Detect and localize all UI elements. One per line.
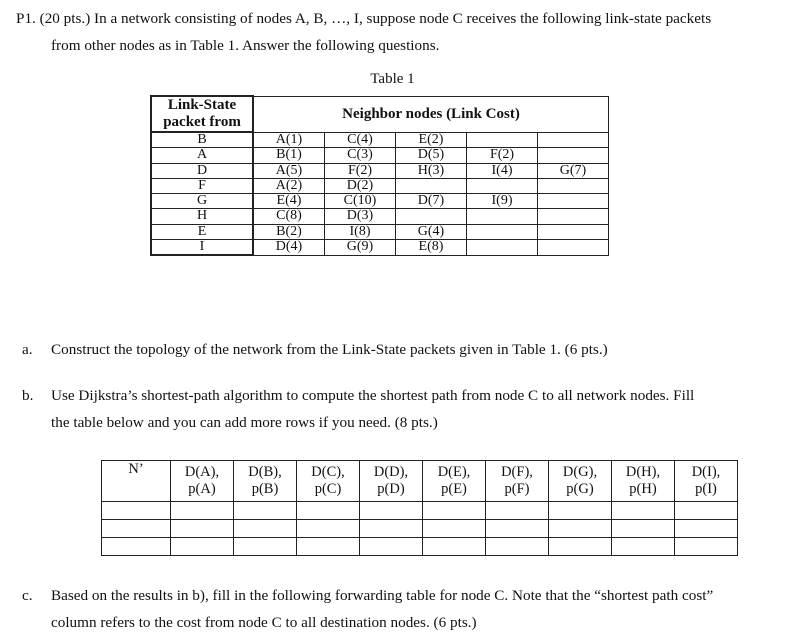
neighbor-cost-cell [538, 148, 609, 163]
packet-source-cell: G [151, 194, 253, 209]
header-bottom-label: p(C) [314, 481, 342, 497]
question-b-label: b. [22, 387, 34, 404]
neighbor-cost-cell: C(3) [325, 148, 396, 163]
neighbor-cost-cell [538, 209, 609, 224]
table1-header-neighbors: Neighbor nodes (Link Cost) [253, 96, 609, 132]
packet-source-cell: A [151, 148, 253, 163]
neighbor-cost-cell: A(5) [253, 163, 325, 178]
header-bottom-label: p(I) [695, 481, 717, 497]
link-state-table [150, 95, 609, 256]
neighbor-cost-cell: D(2) [325, 178, 396, 193]
neighbor-cost-cell: E(2) [396, 132, 467, 148]
question-c-label: c. [22, 587, 33, 604]
neighbor-cost-cell: D(3) [325, 209, 396, 224]
neighbor-cost-cell: G(7) [538, 163, 609, 178]
header-top-label: D(H), [625, 464, 661, 480]
neighbor-cost-cell: E(4) [253, 194, 325, 209]
table-row [102, 538, 738, 556]
question-b-line-2: the table below and you can add more rows if you need. (8 pts.) [51, 414, 438, 431]
neighbor-cost-cell: H(3) [396, 163, 467, 178]
neighbor-cost-cell [396, 178, 467, 193]
table-row [102, 520, 738, 538]
neighbor-cost-cell [538, 178, 609, 193]
neighbor-cost-cell: C(8) [253, 209, 325, 224]
neighbor-cost-cell [538, 132, 609, 148]
header-distance [360, 461, 423, 502]
header-distance [297, 461, 360, 502]
neighbor-cost-cell: D(5) [396, 148, 467, 163]
header-distance [549, 461, 612, 502]
header-distance [423, 461, 486, 502]
packet-source-cell: E [151, 224, 253, 239]
problem-line-1: P1. (20 pts.) In a network consisting of nodes A, B, …, I, suppose node C receives the following link-state packets [16, 10, 712, 27]
question-a-label: a. [22, 341, 33, 358]
table-row [151, 132, 609, 148]
neighbor-cost-cell: A(1) [253, 132, 325, 148]
neighbor-cost-cell: F(2) [467, 148, 538, 163]
header-top-label: D(E), [437, 464, 471, 480]
header-top-label: D(D), [373, 464, 409, 480]
neighbor-cost-cell [467, 240, 538, 256]
packet-source-cell: D [151, 163, 253, 178]
neighbor-cost-cell: D(7) [396, 194, 467, 209]
header-bottom-label: p(G) [566, 481, 594, 497]
problem-line-2: from other nodes as in Table 1. Answer the following questions. [51, 37, 440, 54]
neighbor-cost-cell [396, 209, 467, 224]
neighbor-cost-cell: I(4) [467, 163, 538, 178]
neighbor-cost-cell [467, 178, 538, 193]
question-c-line-1: Based on the results in b), fill in the following forwarding table for node C. Note that the “shortest path cost” [51, 587, 714, 604]
neighbor-cost-cell [467, 132, 538, 148]
neighbor-cost-cell: G(4) [396, 224, 467, 239]
packet-source-cell: F [151, 178, 253, 193]
header-top-label: D(B), [248, 464, 282, 480]
header-distance [171, 461, 234, 502]
neighbor-cost-cell: A(2) [253, 178, 325, 193]
header-top-label: D(G), [562, 464, 598, 480]
question-b-line-1: Use Dijkstra’s shortest-path algorithm to compute the shortest path from node C to all network nodes. Fill [51, 387, 695, 404]
packet-source-cell: I [151, 240, 253, 256]
header-bottom-label: p(D) [377, 481, 405, 497]
neighbor-cost-cell: C(4) [325, 132, 396, 148]
table-row [151, 194, 609, 209]
header-nprime [102, 461, 171, 502]
header-top-label: D(A), [184, 464, 220, 480]
header-top-label: D(F), [501, 464, 533, 480]
header-top-label: D(I), [691, 464, 721, 480]
neighbor-cost-cell [538, 224, 609, 239]
packet-source-cell: B [151, 132, 253, 148]
header-bottom-label: p(B) [251, 481, 279, 497]
header-distance [486, 461, 549, 502]
table1-header-from: Link-State packet from [151, 96, 253, 132]
table-row [151, 224, 609, 239]
header-top-label: N’ [128, 461, 144, 477]
question-a-text: Construct the topology of the network from the Link-State packets given in Table 1. (6 pts.) [51, 341, 608, 358]
dijkstra-table [101, 460, 738, 556]
header-distance [234, 461, 297, 502]
neighbor-cost-cell [538, 240, 609, 256]
header-distance [612, 461, 675, 502]
neighbor-cost-cell [538, 194, 609, 209]
neighbor-cost-cell [467, 224, 538, 239]
neighbor-cost-cell: D(4) [253, 240, 325, 256]
neighbor-cost-cell [467, 209, 538, 224]
table-row [151, 178, 609, 193]
table-row [102, 502, 738, 520]
header-bottom-label: p(H) [629, 481, 657, 497]
neighbor-cost-cell: I(9) [467, 194, 538, 209]
neighbor-cost-cell: C(10) [325, 194, 396, 209]
neighbor-cost-cell: E(8) [396, 240, 467, 256]
table1-caption: Table 1 [370, 71, 415, 87]
neighbor-cost-cell: G(9) [325, 240, 396, 256]
header-distance [675, 461, 738, 502]
packet-source-cell: H [151, 209, 253, 224]
neighbor-cost-cell: I(8) [325, 224, 396, 239]
table-row [151, 148, 609, 163]
table-row [151, 163, 609, 178]
neighbor-cost-cell: B(1) [253, 148, 325, 163]
header-top-label: D(C), [311, 464, 345, 480]
question-c-line-2: column refers to the cost from node C to all destination nodes. (6 pts.) [51, 614, 477, 631]
table-row [151, 240, 609, 256]
table-row [151, 209, 609, 224]
header-bottom-label: p(A) [188, 481, 216, 497]
neighbor-cost-cell: B(2) [253, 224, 325, 239]
header-bottom-label: p(F) [504, 481, 530, 497]
header-bottom-label: p(E) [441, 481, 467, 497]
neighbor-cost-cell: F(2) [325, 163, 396, 178]
